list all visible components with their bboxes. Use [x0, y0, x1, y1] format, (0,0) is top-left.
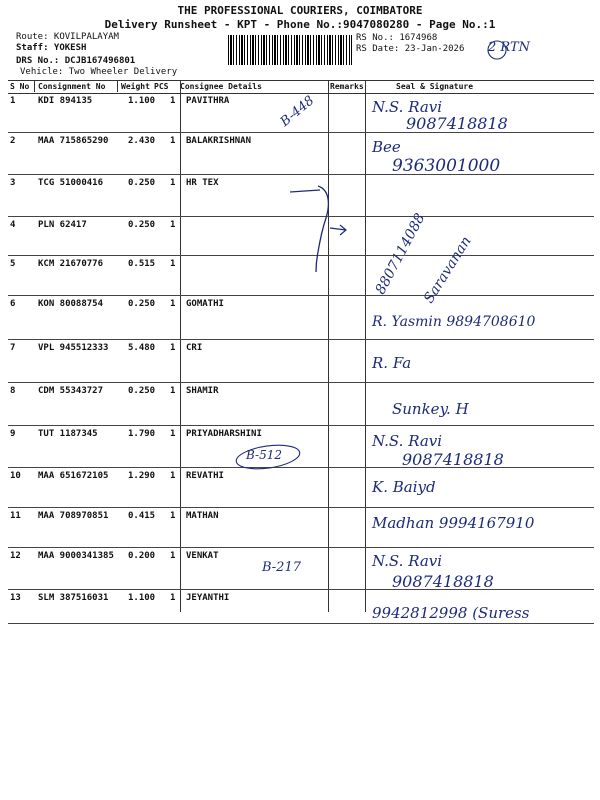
cell-consignee: CRI — [186, 343, 203, 353]
col-consignment: Consignment No — [38, 82, 106, 91]
cell-pcs: 1 — [170, 343, 176, 353]
cell-consignment: KDI 894135 — [38, 96, 93, 106]
vehicle-label: Vehicle: Two Wheeler Delivery — [20, 67, 178, 77]
staff-label: Staff: YOKESH — [16, 43, 87, 53]
cell-consignee: JEYANTHI — [186, 593, 230, 603]
cell-sno: 7 — [10, 343, 16, 353]
rtn-note: 2 RTN — [488, 40, 531, 55]
cell-sno: 3 — [10, 178, 16, 188]
drs-number: DRS No.: DCJB167496801 — [16, 56, 136, 66]
cell-consignment: MAA 9000341385 — [38, 551, 114, 561]
cell-consignment: KCM 21670776 — [38, 259, 104, 269]
row2-signature: Bee — [372, 138, 401, 156]
cell-consignee: HR TEX — [186, 178, 219, 188]
row1-note: B-448 — [277, 93, 318, 130]
company-title: THE PROFESSIONAL COURIERS, COIMBATORE — [177, 4, 423, 17]
cell-sno: 12 — [10, 551, 21, 561]
cell-consignment: PLN 62417 — [38, 220, 87, 230]
cell-consignee: PAVITHRA — [186, 96, 230, 106]
row1-phone: 9087418818 — [406, 114, 508, 133]
cell-weight: 0.515 — [128, 259, 156, 269]
cell-consignment: TCG 51000416 — [38, 178, 104, 188]
cell-sno: 5 — [10, 259, 16, 269]
cell-sno: 8 — [10, 386, 16, 396]
row9-signature: N.S. Ravi — [372, 432, 443, 450]
row9-note: B-512 — [246, 448, 282, 462]
cell-sno: 9 — [10, 429, 16, 439]
cell-consignment: MAA 651672105 — [38, 471, 109, 481]
cell-weight: 1.100 — [128, 96, 156, 106]
cell-pcs: 1 — [170, 429, 176, 439]
row11-signature: Madhan 9994167910 — [372, 514, 535, 532]
row13-signature: 9942812998 (Suress — [372, 604, 530, 622]
cell-weight: 0.250 — [128, 299, 156, 309]
row12-signature: N.S. Ravi — [372, 552, 443, 570]
cell-consignment: CDM 55343727 — [38, 386, 104, 396]
col-pcs: PCS — [154, 82, 169, 91]
row7-signature: R. Fa — [372, 354, 412, 372]
cell-sno: 11 — [10, 511, 21, 521]
cell-consignee: SHAMIR — [186, 386, 219, 396]
cell-pcs: 1 — [170, 178, 176, 188]
cell-consignment: MAA 715865290 — [38, 136, 109, 146]
cell-weight: 1.790 — [128, 429, 156, 439]
cell-sno: 6 — [10, 299, 16, 309]
row6-signature: R. Yasmin 9894708610 — [372, 314, 536, 330]
row9-phone: 9087418818 — [402, 450, 504, 469]
col-consignee: Consignee Details — [180, 82, 262, 91]
cell-weight: 1.100 — [128, 593, 156, 603]
cell-consignment: TUT 1187345 — [38, 429, 98, 439]
cell-consignee: BALAKRISHNAN — [186, 136, 252, 146]
cell-pcs: 1 — [170, 386, 176, 396]
rs-date: RS Date: 23-Jan-2026 — [356, 44, 465, 54]
cell-pcs: 1 — [170, 471, 176, 481]
cell-consignee: PRIYADHARSHINI — [186, 429, 262, 439]
cell-consignee: GOMATHI — [186, 299, 224, 309]
row12-phone: 9087418818 — [392, 572, 494, 591]
cell-sno: 2 — [10, 136, 16, 146]
cell-consignee: VENKAT — [186, 551, 219, 561]
cell-pcs: 1 — [170, 551, 176, 561]
cell-sno: 13 — [10, 593, 21, 603]
row45-phone: 8807114088 — [372, 210, 429, 298]
col-weight: Weight — [121, 82, 150, 91]
route-label: Route: KOVILPALAYAM — [16, 32, 119, 42]
cell-sno: 10 — [10, 471, 21, 481]
cell-weight: 0.200 — [128, 551, 156, 561]
cell-weight: 0.250 — [128, 178, 156, 188]
cell-sno: 4 — [10, 220, 16, 230]
col-remarks: Remarks — [330, 82, 364, 91]
row45-name: Saravanan — [420, 233, 475, 307]
cell-pcs: 1 — [170, 299, 176, 309]
cell-consignment: KON 80088754 — [38, 299, 104, 309]
sheet-title: Delivery Runsheet - KPT - Phone No.:9047080280 - Page No.:1 — [104, 18, 496, 31]
cell-pcs: 1 — [170, 511, 176, 521]
col-seal-signature: Seal & Signature — [396, 82, 474, 91]
cell-weight: 2.430 — [128, 136, 156, 146]
rs-number: RS No.: 1674968 — [356, 33, 438, 43]
cell-consignee: REVATHI — [186, 471, 224, 481]
cell-consignment: MAA 708970851 — [38, 511, 109, 521]
row1-signature: N.S. Ravi — [372, 98, 443, 116]
cell-consignee: MATHAN — [186, 511, 219, 521]
cell-consignment: SLM 387516031 — [38, 593, 109, 603]
row12-note: B-217 — [262, 560, 301, 575]
cell-pcs: 1 — [170, 136, 176, 146]
cell-weight: 0.250 — [128, 220, 156, 230]
cell-pcs: 1 — [170, 96, 176, 106]
cell-pcs: 1 — [170, 220, 176, 230]
col-sno: S No — [10, 82, 30, 91]
cell-sno: 1 — [10, 96, 16, 106]
row2-phone: 9363001000 — [392, 156, 501, 176]
cell-weight: 0.415 — [128, 511, 156, 521]
row8-signature: Sunkey. H — [392, 400, 469, 418]
cell-weight: 1.290 — [128, 471, 156, 481]
row10-signature: K. Baiyd — [372, 478, 436, 496]
cell-weight: 0.250 — [128, 386, 156, 396]
cell-weight: 5.480 — [128, 343, 156, 353]
cell-pcs: 1 — [170, 593, 176, 603]
cell-consignment: VPL 945512333 — [38, 343, 109, 353]
cell-pcs: 1 — [170, 259, 176, 269]
